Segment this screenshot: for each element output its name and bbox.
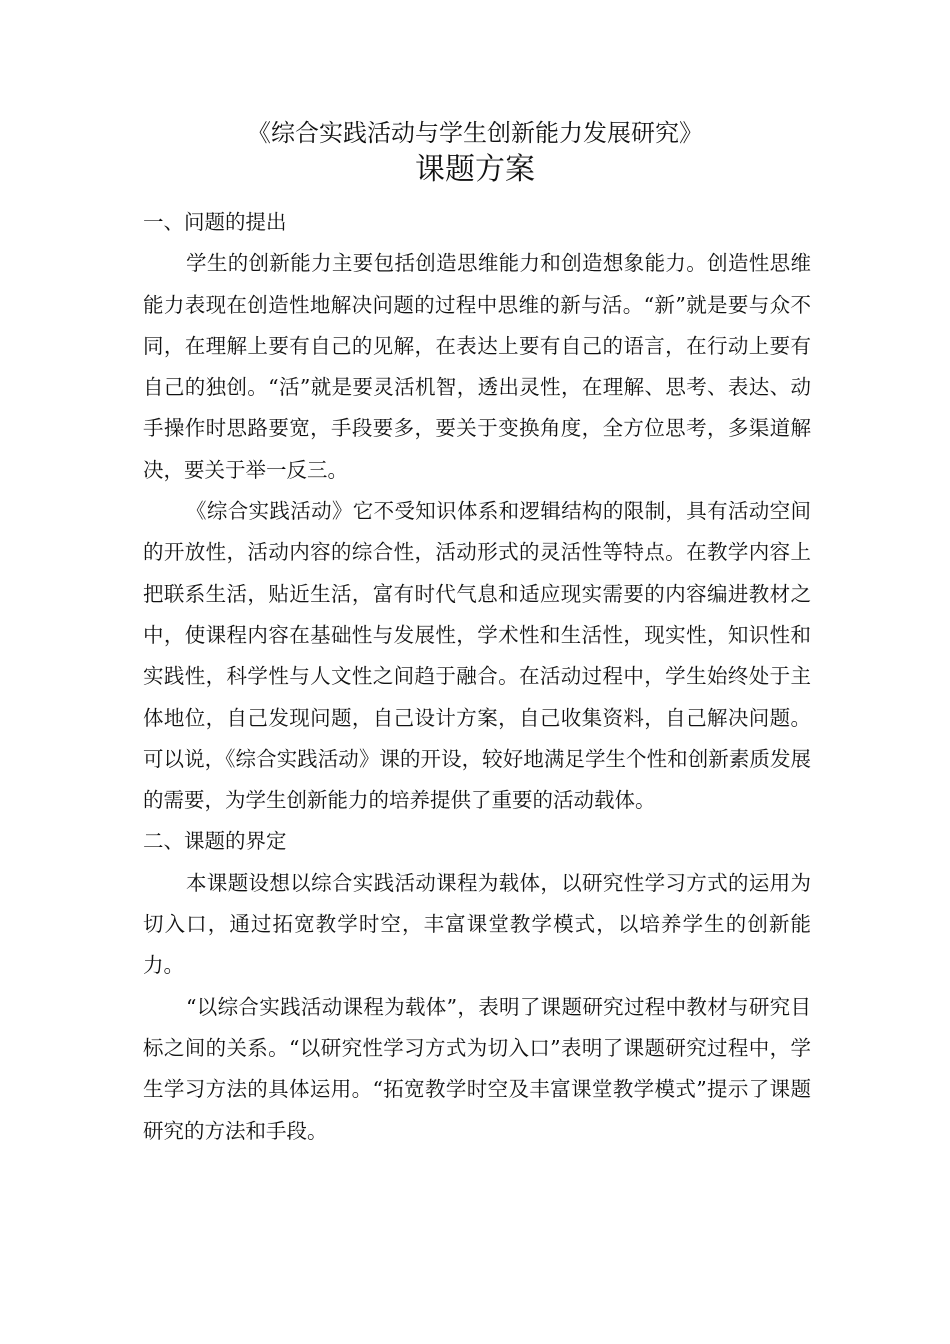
document-subtitle: 课题方案 xyxy=(415,152,535,187)
section-heading-problem: 一、问题的提出 xyxy=(143,210,287,234)
paragraph-innovation-ability: 学生的创新能力主要包括创造思维能力和创造想象能力。创造性思维能力表现在创造性地解决问题的过程中思维的新与活。“新”就是要与众不同，在理解上要有自己的见解，在表达上要有自己的语言，在行动上要有自己的独创。“活”就是要灵活机智，透出灵性，在理解、思考、表达、动手操作时思路要宽，手段要多，要关于变换角度，全方位思考，多渠道解决，要关于举一反三。 xyxy=(143,251,811,482)
document-body xyxy=(143,202,811,1152)
paragraph-practice-activity: 《综合实践活动》它不受知识体系和逻辑结构的限制，具有活动空间的开放性，活动内容的综合性，活动形式的灵活性等特点。在教学内容上把联系生活，贴近生活，富有时代气息和适应现实需要的内容编进教材之中，使课程内容在基础性与发展性，学术性和生活性，现实性，知识性和实践性，科学性与人文性之间趋于融合。在活动过程中，学生始终处于主体地位，自己发现问题，自己设计方案，自己收集资料，自己解决问题。可以说，《综合实践活动》课的开设，较好地满足学生个性和创新素质发展的需要，为学生创新能力的培养提供了重要的活动载体。 xyxy=(143,499,811,813)
section-heading-definition: 二、课题的界定 xyxy=(143,829,287,854)
paragraph-research-explanation: “以综合实践活动课程为载体”，表明了课题研究过程中教材与研究目标之间的关系。“以研究性学习方式为切入口”表明了课题研究过程中，学生学习方法的具体运用。“拓宽教学时空及丰富课堂教学模式”提示了课题研究的方法和手段。 xyxy=(143,994,811,1143)
document-title: 《综合实践活动与学生创新能力发展研究》 xyxy=(247,119,703,147)
paragraph-research-idea: 本课题设想以综合实践活动课程为载体，以研究性学习方式的运用为切入口，通过拓宽教学时空，丰富课堂教学模式，以培养学生的创新能力。 xyxy=(143,870,811,978)
